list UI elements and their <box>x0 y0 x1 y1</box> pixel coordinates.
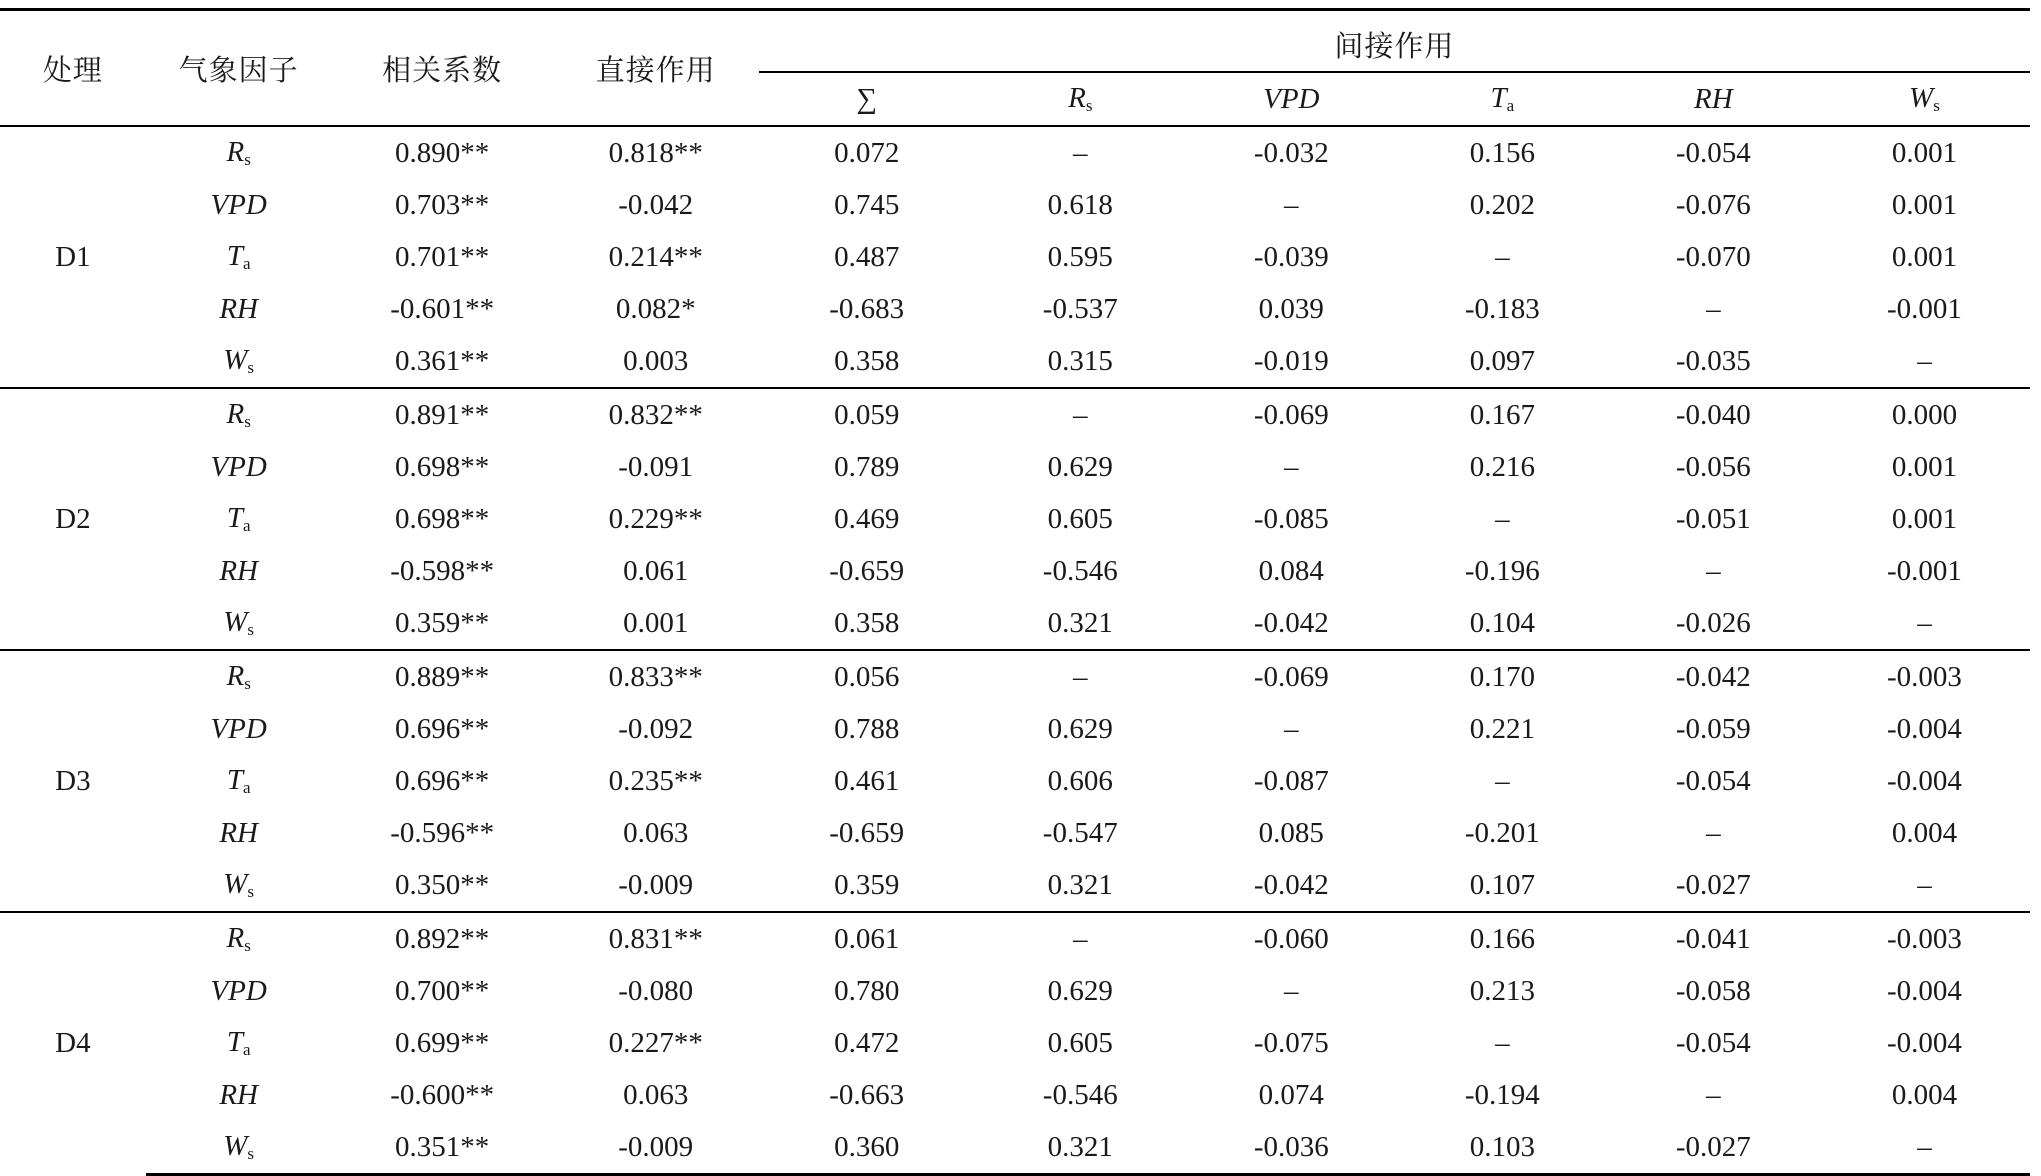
header-indirect-col-3 <box>1608 72 1819 126</box>
variable-symbol: W <box>223 606 248 638</box>
factor-cell <box>146 335 332 388</box>
direct-effect-cell: 0.832** <box>553 388 759 441</box>
indirect-sum-cell: 0.072 <box>759 126 975 179</box>
indirect-effect-cell: 0.605 <box>1047 1026 1113 1059</box>
indirect-effect-cell: -0.041 <box>1608 912 1819 965</box>
indirect-sum-cell: 0.056 <box>759 650 975 703</box>
indirect-effect-cell: -0.054 <box>1675 1026 1751 1059</box>
table-row <box>0 1069 2030 1121</box>
table-row <box>0 597 2030 650</box>
indirect-effect-cell: -0.194 <box>1464 1078 1540 1111</box>
treatment-label: D2 <box>0 388 146 650</box>
indirect-sum-cell: 0.472 <box>834 1026 900 1059</box>
variable-symbol: T <box>226 502 243 534</box>
path-analysis-table <box>0 8 2030 1176</box>
header-sum: ∑ <box>759 72 975 126</box>
treatment-group-D4 <box>0 912 2030 1175</box>
indirect-effect-cell: -0.054 <box>1608 126 1819 179</box>
indirect-sum-cell: 0.745 <box>834 188 900 221</box>
indirect-effect-cell: -0.075 <box>1253 1026 1329 1059</box>
header-indirect-col-0 <box>975 72 1186 126</box>
indirect-effect-cell: 0.039 <box>1258 292 1324 325</box>
table-row <box>0 807 2030 859</box>
indirect-effect-cell: -0.547 <box>1042 816 1118 849</box>
indirect-effect-cell: -0.042 <box>1253 606 1329 639</box>
direct-effect-cell: -0.009 <box>553 1121 759 1175</box>
indirect-effect-cell: -0.040 <box>1608 388 1819 441</box>
factor-cell <box>146 388 332 441</box>
indirect-sum-cell: 0.487 <box>834 240 900 273</box>
indirect-effect-cell: – <box>975 388 1186 441</box>
factor-cell <box>146 859 332 912</box>
indirect-effect-cell: -0.032 <box>1186 126 1397 179</box>
factor-cell <box>146 650 332 703</box>
factor-cell <box>146 755 332 807</box>
treatment-label: D1 <box>0 126 146 388</box>
indirect-effect-cell: 0.321 <box>975 1121 1186 1175</box>
indirect-effect-cell: – <box>1284 712 1299 745</box>
treatment-group-D3 <box>0 650 2030 912</box>
correlation-cell: 0.351** <box>332 1121 553 1175</box>
variable-subscript: s <box>247 882 255 901</box>
direct-effect-cell: 0.235** <box>608 764 703 797</box>
variable-symbol: R <box>226 136 245 168</box>
variable-subscript: s <box>1933 96 1940 115</box>
direct-effect-cell: 0.214** <box>608 240 703 273</box>
indirect-sum-cell: 0.358 <box>834 606 900 639</box>
indirect-effect-cell: 0.000 <box>1819 388 2030 441</box>
variable-subscript: s <box>247 1144 255 1163</box>
factor-cell <box>146 126 332 179</box>
table-row <box>0 179 2030 231</box>
factor-cell <box>146 441 332 493</box>
header-direct-effect: 直接作用 <box>553 10 759 127</box>
table-row <box>0 650 2030 703</box>
indirect-effect-cell: -0.546 <box>1042 554 1118 587</box>
indirect-effect-cell: 0.084 <box>1258 554 1324 587</box>
indirect-effect-cell: -0.027 <box>1608 1121 1819 1175</box>
indirect-sum-cell: 0.358 <box>834 344 900 377</box>
factor-cell <box>146 545 332 597</box>
treatment-group-D1 <box>0 126 2030 388</box>
indirect-effect-cell: 0.074 <box>1258 1078 1324 1111</box>
correlation-cell: -0.600** <box>390 1078 495 1111</box>
variable-symbol: R <box>226 660 245 692</box>
factor-cell <box>146 1121 332 1175</box>
factor-cell <box>146 1069 332 1121</box>
variable-symbol: VPD <box>210 450 267 483</box>
indirect-effect-cell: – <box>1706 1078 1721 1111</box>
factor-cell <box>146 179 332 231</box>
table-row <box>0 388 2030 441</box>
table-row <box>0 1121 2030 1175</box>
indirect-effect-cell: -0.004 <box>1886 1026 1962 1059</box>
table-row <box>0 755 2030 807</box>
table-row <box>0 859 2030 912</box>
treatment-label: D4 <box>0 912 146 1175</box>
correlation-cell: -0.601** <box>390 292 495 325</box>
indirect-effect-cell: 0.001 <box>1891 502 1958 535</box>
variable-subscript: s <box>247 620 255 639</box>
indirect-effect-cell: 0.629 <box>1047 450 1113 483</box>
correlation-cell: -0.598** <box>390 554 495 587</box>
indirect-effect-cell: 0.085 <box>1258 816 1324 849</box>
variable-subscript: s <box>1085 96 1093 115</box>
direct-effect-cell: -0.092 <box>618 712 694 745</box>
indirect-effect-cell: 0.605 <box>1047 502 1113 535</box>
variable-symbol: R <box>1068 82 1086 114</box>
direct-effect-cell: 0.833** <box>553 650 759 703</box>
table-row <box>0 703 2030 755</box>
table-row <box>0 1017 2030 1069</box>
correlation-cell: 0.892** <box>332 912 553 965</box>
indirect-effect-cell: – <box>975 650 1186 703</box>
factor-cell <box>146 493 332 545</box>
indirect-effect-cell: -0.054 <box>1675 764 1751 797</box>
indirect-effect-cell: 0.004 <box>1891 1078 1958 1111</box>
indirect-effect-cell: -0.039 <box>1253 240 1329 273</box>
indirect-effect-cell: – <box>1284 188 1299 221</box>
indirect-sum-cell: -0.663 <box>829 1078 905 1111</box>
correlation-cell: 0.701** <box>395 240 490 273</box>
indirect-effect-cell: -0.058 <box>1675 974 1751 1007</box>
variable-symbol: VPD <box>210 974 267 1007</box>
indirect-effect-cell: -0.201 <box>1464 816 1540 849</box>
variable-symbol: R <box>226 922 245 954</box>
indirect-effect-cell: 0.001 <box>1891 450 1958 483</box>
correlation-cell: 0.696** <box>395 764 490 797</box>
correlation-cell: 0.350** <box>395 868 490 901</box>
variable-symbol: RH <box>219 554 258 587</box>
indirect-effect-cell: 0.167 <box>1397 388 1608 441</box>
indirect-effect-cell: 0.097 <box>1469 344 1535 377</box>
factor-cell <box>146 912 332 965</box>
factor-cell <box>146 807 332 859</box>
indirect-effect-cell: -0.069 <box>1186 388 1397 441</box>
variable-symbol: W <box>223 1130 248 1162</box>
variable-symbol: RH <box>1694 82 1733 115</box>
indirect-effect-cell: – <box>1495 240 1510 273</box>
indirect-effect-cell: -0.027 <box>1675 868 1751 901</box>
indirect-effect-cell: -0.004 <box>1886 712 1962 745</box>
variable-symbol: VPD <box>210 712 267 745</box>
indirect-effect-cell: -0.076 <box>1675 188 1751 221</box>
direct-effect-cell: 0.001 <box>623 606 689 639</box>
indirect-effect-cell: -0.069 <box>1186 650 1397 703</box>
correlation-cell: 0.699** <box>395 1026 490 1059</box>
table-row <box>0 231 2030 283</box>
indirect-effect-cell: -0.036 <box>1186 1121 1397 1175</box>
indirect-effect-cell: – <box>1917 344 1932 377</box>
indirect-effect-cell: -0.059 <box>1675 712 1751 745</box>
indirect-effect-cell: – <box>1706 292 1721 325</box>
factor-cell <box>146 1017 332 1069</box>
variable-symbol: W <box>223 868 248 900</box>
indirect-effect-cell: 0.221 <box>1469 712 1535 745</box>
indirect-effect-cell: 0.629 <box>1047 974 1113 1007</box>
table-row <box>0 493 2030 545</box>
indirect-effect-cell: 0.166 <box>1397 912 1608 965</box>
indirect-effect-cell: 0.104 <box>1469 606 1535 639</box>
variable-symbol: RH <box>219 1078 258 1111</box>
indirect-sum-cell: 0.788 <box>834 712 900 745</box>
variable-subscript: s <box>244 150 251 169</box>
variable-subscript: a <box>242 778 251 797</box>
variable-symbol: W <box>223 344 248 376</box>
indirect-effect-cell: -0.087 <box>1253 764 1329 797</box>
header-indirect-col-1 <box>1186 72 1397 126</box>
direct-effect-cell: 0.063 <box>623 1078 689 1111</box>
indirect-effect-cell: – <box>1706 554 1721 587</box>
indirect-effect-cell: -0.085 <box>1253 502 1329 535</box>
correlation-cell: 0.698** <box>395 450 490 483</box>
header-indirect-effect: 间接作用 <box>759 10 2030 73</box>
variable-subscript: a <box>1506 96 1515 115</box>
indirect-sum-cell: -0.659 <box>829 554 905 587</box>
variable-subscript: a <box>242 1040 251 1059</box>
indirect-sum-cell: 0.059 <box>759 388 975 441</box>
indirect-effect-cell: 0.004 <box>1891 816 1958 849</box>
indirect-effect-cell: 0.618 <box>1047 188 1113 221</box>
correlation-cell: 0.891** <box>332 388 553 441</box>
indirect-effect-cell: 0.001 <box>1891 188 1958 221</box>
table-row <box>0 912 2030 965</box>
indirect-effect-cell: -0.035 <box>1675 344 1751 377</box>
indirect-effect-cell: -0.042 <box>1253 868 1329 901</box>
indirect-effect-cell: -0.001 <box>1886 554 1962 587</box>
indirect-effect-cell: -0.183 <box>1464 292 1540 325</box>
table-row <box>0 965 2030 1017</box>
direct-effect-cell: -0.080 <box>618 974 694 1007</box>
indirect-effect-cell: -0.026 <box>1675 606 1751 639</box>
direct-effect-cell: 0.831** <box>553 912 759 965</box>
header-indirect-col-2 <box>1397 72 1608 126</box>
indirect-sum-cell: 0.360 <box>759 1121 975 1175</box>
indirect-effect-cell: -0.042 <box>1608 650 1819 703</box>
indirect-effect-cell: 0.606 <box>1047 764 1113 797</box>
indirect-effect-cell: 0.001 <box>1891 240 1958 273</box>
correlation-cell: 0.889** <box>332 650 553 703</box>
factor-cell <box>146 965 332 1017</box>
indirect-effect-cell: 0.107 <box>1469 868 1535 901</box>
direct-effect-cell: 0.818** <box>553 126 759 179</box>
header-indirect-col-4 <box>1819 72 2030 126</box>
indirect-effect-cell: – <box>975 912 1186 965</box>
table-row <box>0 441 2030 493</box>
factor-cell <box>146 283 332 335</box>
indirect-effect-cell: -0.004 <box>1886 974 1962 1007</box>
direct-effect-cell: 0.063 <box>623 816 689 849</box>
indirect-effect-cell: – <box>1819 1121 2030 1175</box>
direct-effect-cell: -0.042 <box>618 188 694 221</box>
variable-symbol: T <box>226 240 243 272</box>
indirect-effect-cell: -0.070 <box>1675 240 1751 273</box>
factor-cell <box>146 597 332 650</box>
indirect-sum-cell: -0.683 <box>829 292 905 325</box>
table-row <box>0 126 2030 179</box>
direct-effect-cell: 0.082* <box>615 292 696 325</box>
indirect-effect-cell: – <box>1495 764 1510 797</box>
variable-symbol: RH <box>219 292 258 325</box>
indirect-effect-cell: – <box>1917 606 1932 639</box>
indirect-effect-cell: – <box>1495 1026 1510 1059</box>
correlation-cell: 0.359** <box>395 606 490 639</box>
table-row <box>0 545 2030 597</box>
indirect-effect-cell: 0.216 <box>1469 450 1535 483</box>
indirect-sum-cell: 0.789 <box>834 450 900 483</box>
correlation-cell: 0.703** <box>395 188 490 221</box>
variable-symbol: T <box>226 1026 243 1058</box>
correlation-cell: -0.596** <box>390 816 495 849</box>
indirect-effect-cell: 0.629 <box>1047 712 1113 745</box>
correlation-cell: 0.361** <box>395 344 490 377</box>
indirect-sum-cell: 0.780 <box>834 974 900 1007</box>
header-treatment: 处理 <box>0 10 146 127</box>
direct-effect-cell: 0.003 <box>623 344 689 377</box>
variable-symbol: T <box>226 764 243 796</box>
correlation-cell: 0.696** <box>395 712 490 745</box>
variable-subscript: a <box>242 254 251 273</box>
indirect-sum-cell: -0.659 <box>829 816 905 849</box>
direct-effect-cell: -0.091 <box>618 450 694 483</box>
indirect-effect-cell: 0.103 <box>1397 1121 1608 1175</box>
direct-effect-cell: -0.009 <box>618 868 694 901</box>
indirect-effect-cell: 0.001 <box>1819 126 2030 179</box>
indirect-effect-cell: -0.056 <box>1675 450 1751 483</box>
table-row <box>0 283 2030 335</box>
indirect-sum-cell: 0.461 <box>834 764 900 797</box>
correlation-cell: 0.890** <box>332 126 553 179</box>
factor-cell <box>146 231 332 283</box>
indirect-effect-cell: -0.019 <box>1253 344 1329 377</box>
correlation-cell: 0.700** <box>395 974 490 1007</box>
indirect-effect-cell: 0.202 <box>1469 188 1535 221</box>
indirect-effect-cell: 0.315 <box>1047 344 1113 377</box>
header-factor: 气象因子 <box>146 10 332 127</box>
indirect-effect-cell: 0.170 <box>1397 650 1608 703</box>
correlation-cell: 0.698** <box>395 502 490 535</box>
indirect-effect-cell: – <box>1917 868 1932 901</box>
indirect-effect-cell: 0.213 <box>1469 974 1535 1007</box>
indirect-effect-cell: – <box>1284 450 1299 483</box>
table-header <box>0 10 2030 127</box>
indirect-effect-cell: 0.156 <box>1397 126 1608 179</box>
treatment-label: D3 <box>0 650 146 912</box>
variable-subscript: s <box>244 412 251 431</box>
variable-symbol: RH <box>219 816 258 849</box>
treatment-group-D2 <box>0 388 2030 650</box>
variable-symbol: T <box>1490 82 1507 114</box>
indirect-effect-cell: -0.196 <box>1464 554 1540 587</box>
variable-symbol: VPD <box>1263 82 1320 115</box>
indirect-effect-cell: -0.051 <box>1675 502 1751 535</box>
direct-effect-cell: 0.229** <box>608 502 703 535</box>
variable-subscript: s <box>247 358 255 377</box>
variable-symbol: W <box>1909 82 1934 114</box>
table-row <box>0 335 2030 388</box>
indirect-effect-cell: -0.003 <box>1819 912 2030 965</box>
indirect-effect-cell: -0.060 <box>1186 912 1397 965</box>
indirect-sum-cell: 0.061 <box>759 912 975 965</box>
direct-effect-cell: 0.227** <box>608 1026 703 1059</box>
variable-symbol: R <box>226 398 245 430</box>
indirect-effect-cell: -0.003 <box>1819 650 2030 703</box>
indirect-sum-cell: 0.359 <box>834 868 900 901</box>
factor-cell <box>146 703 332 755</box>
indirect-effect-cell: – <box>1495 502 1510 535</box>
header-correlation: 相关系数 <box>332 10 553 127</box>
indirect-effect-cell: – <box>1706 816 1721 849</box>
indirect-effect-cell: – <box>1284 974 1299 1007</box>
indirect-effect-cell: -0.546 <box>1042 1078 1118 1111</box>
indirect-effect-cell: 0.321 <box>1047 606 1113 639</box>
variable-subscript: s <box>244 674 251 693</box>
direct-effect-cell: 0.061 <box>623 554 689 587</box>
indirect-effect-cell: -0.004 <box>1886 764 1962 797</box>
indirect-sum-cell: 0.469 <box>834 502 900 535</box>
indirect-effect-cell: -0.001 <box>1886 292 1962 325</box>
path-analysis-table-container <box>0 8 2030 1176</box>
variable-subscript: a <box>242 516 251 535</box>
indirect-effect-cell: 0.321 <box>1047 868 1113 901</box>
variable-subscript: s <box>244 936 251 955</box>
indirect-effect-cell: – <box>975 126 1186 179</box>
variable-symbol: VPD <box>210 188 267 221</box>
indirect-effect-cell: 0.595 <box>1047 240 1113 273</box>
indirect-effect-cell: -0.537 <box>1042 292 1118 325</box>
